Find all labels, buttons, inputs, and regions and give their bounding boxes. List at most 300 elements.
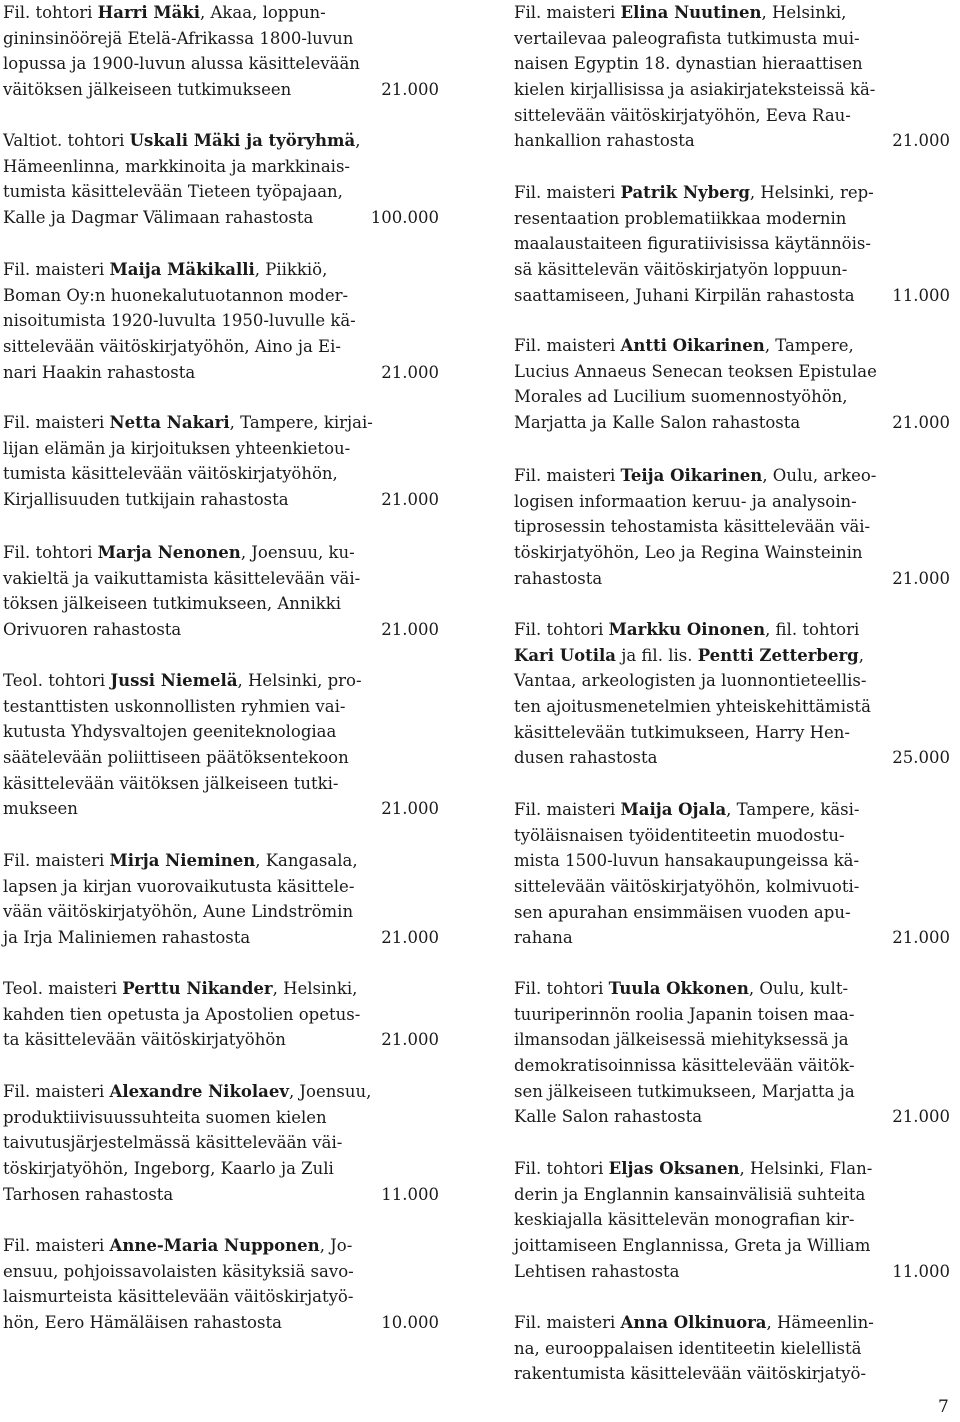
recipient-name: Kari Uotila — [514, 645, 616, 665]
line-text: , Helsinki, rep- — [749, 183, 874, 202]
line-text: vakieltä ja vaikuttamista käsittelevään väi- — [3, 568, 361, 588]
grant-entry — [3, 0, 439, 103]
entry-line — [514, 103, 950, 129]
entry-line — [514, 848, 950, 874]
entry-line — [514, 1361, 950, 1387]
line-text: sen jälkeiseen tutkimukseen, Marjatta ja — [514, 1081, 855, 1101]
entry-line — [3, 1284, 439, 1310]
recipient-name: Anne-Maria Nupponen — [109, 1236, 320, 1255]
line-text: naisen Egyptin 18. dynastian hieraattisen — [514, 54, 863, 74]
line-text: Fil. maisteri — [514, 1313, 621, 1332]
entry-text — [514, 1104, 886, 1130]
line-text: Fil. maisteri — [514, 336, 621, 355]
grant-amount: 11.000 — [381, 1184, 439, 1204]
entry-line — [3, 1130, 439, 1156]
recipient-name: Antti Oikarinen — [620, 336, 765, 355]
entry-text — [514, 410, 886, 436]
entry-line — [514, 797, 950, 823]
grant-entry — [514, 1310, 950, 1387]
line-text: mukseen — [3, 799, 78, 819]
line-text: maalaustaiteen figuratiivisissa käytännöis- — [514, 234, 871, 254]
entry-text — [3, 283, 439, 309]
entry-text — [514, 384, 950, 410]
entry-text — [514, 1259, 886, 1285]
entry-text — [514, 333, 950, 359]
line-text: dusen rahastosta — [514, 748, 658, 768]
recipient-name: Jussi Niemelä — [110, 671, 238, 690]
entry-text — [514, 925, 886, 951]
line-text: säätelevään poliittiseen päätöksentekoon — [3, 748, 349, 768]
recipient-name: Uskali Mäki ja työryhmä — [129, 131, 356, 150]
line-text: logisen informaation keruu- ja analysoin- — [514, 491, 857, 511]
grant-amount: 21.000 — [892, 413, 950, 433]
entry-line — [3, 1105, 439, 1131]
line-text: lopussa ja 1900-luvun alussa käsittelevään — [3, 54, 360, 74]
recipient-name: Tuula Okkonen — [608, 979, 749, 998]
line-text: Lucius Annaeus Senecan teoksen Epistulae — [514, 361, 877, 381]
line-text: Fil. tohtori — [3, 3, 98, 22]
entry-text — [3, 566, 439, 592]
grant-amount: 100.000 — [370, 208, 439, 228]
entry-text — [3, 694, 439, 720]
entry-text — [514, 51, 950, 77]
recipient-name: Patrik Nyberg — [620, 183, 750, 202]
grant-entry — [3, 410, 439, 513]
entry-line — [514, 720, 950, 746]
line-text: , Kangasala, — [255, 851, 358, 870]
line-text: Fil. tohtori — [514, 620, 609, 639]
line-text: kielen kirjallisissa ja asiakirjateksteissä kä- — [514, 80, 876, 100]
entry-line — [3, 179, 439, 205]
line-text: Teol. maisteri — [3, 979, 123, 998]
line-text: , Helsinki, — [761, 3, 847, 22]
entry-line — [514, 1053, 950, 1079]
entry-text — [514, 1156, 950, 1182]
grant-amount: 11.000 — [892, 1261, 950, 1281]
entry-text — [3, 925, 375, 951]
line-text: Kalle ja Dagmar Välimaan rahastosta — [3, 208, 314, 228]
line-text: rahana — [514, 928, 573, 948]
entry-line — [3, 1259, 439, 1285]
recipient-name: Elina Nuutinen — [620, 3, 762, 22]
entry-line — [514, 1310, 950, 1336]
line-text: Valtiot. tohtori — [3, 131, 130, 150]
entry-line — [3, 1233, 439, 1259]
entry-line — [514, 51, 950, 77]
entry-text — [3, 1259, 439, 1285]
entry-text — [3, 334, 439, 360]
line-text: ten ajoitusmenetelmien yhteiskehittämistä — [514, 697, 871, 717]
entry-text — [514, 848, 950, 874]
entry-text — [514, 540, 950, 566]
line-text: , Helsinki, Flan- — [739, 1159, 873, 1178]
recipient-name: Maija Mäkikalli — [109, 260, 255, 279]
entry-text — [514, 489, 950, 515]
entry-text — [514, 128, 886, 154]
line-text: tuuriperinnön roolia Japanin toisen maa- — [514, 1004, 855, 1024]
entry-line — [514, 976, 950, 1002]
grant-amount: 21.000 — [381, 362, 439, 382]
entry-text — [3, 1105, 439, 1131]
grant-amount: 11.000 — [892, 285, 950, 305]
entry-text — [3, 617, 375, 643]
page-number: 7 — [938, 1397, 949, 1417]
entry-line — [514, 1182, 950, 1208]
entry-line — [514, 874, 950, 900]
line-text: , Oulu, arkeo- — [762, 466, 877, 485]
line-text: töksen jälkeiseen tutkimukseen, Annikki — [3, 594, 342, 614]
grant-amount: 21.000 — [892, 928, 950, 948]
line-text: taivutusjärjestelmässä käsittelevään väi- — [3, 1133, 343, 1153]
entry-text — [514, 1002, 950, 1028]
entry-text — [3, 1156, 439, 1182]
entry-line — [514, 410, 950, 436]
line-text: sittelevään väitöskirjatyöhön, Aino ja Ei- — [3, 337, 341, 357]
entry-line — [514, 1207, 950, 1233]
grant-entry — [514, 976, 950, 1130]
line-text: ensuu, pohjoissavolaisten käsityksiä savo- — [3, 1261, 354, 1281]
line-text: lapsen ja kirjan vuorovaikutusta käsittele- — [3, 876, 355, 896]
entry-text — [514, 257, 950, 283]
entry-line — [514, 1002, 950, 1028]
line-text: joittamiseen Englannissa, Greta ja William — [514, 1236, 871, 1256]
entry-line — [3, 796, 439, 822]
line-text: , Hämeenlin- — [766, 1313, 874, 1332]
entry-line — [514, 283, 950, 309]
entry-text — [3, 205, 365, 231]
entry-text — [514, 1079, 950, 1105]
entry-text — [3, 1130, 439, 1156]
entry-line — [3, 591, 439, 617]
line-text: tumista käsittelevään väitöskirjatyöhön, — [3, 464, 338, 484]
line-text: sittelevään väitöskirjatyöhön, kolmivuoti- — [514, 877, 860, 897]
line-text: kahden tien opetusta ja Apostolien opetus- — [3, 1004, 361, 1024]
line-text: gininsinöörejä Etelä-Afrikassa 1800-luvun — [3, 28, 354, 48]
grant-entry — [514, 1156, 950, 1284]
entry-text — [3, 487, 375, 513]
grant-entry — [514, 797, 950, 951]
entry-line — [3, 334, 439, 360]
entry-line — [514, 257, 950, 283]
entry-text — [3, 745, 439, 771]
line-text: Kirjallisuuden tutkijain rahastosta — [3, 490, 289, 510]
entry-line — [3, 26, 439, 52]
line-text: Fil. maisteri — [514, 183, 621, 202]
line-text: , Tampere, — [764, 336, 854, 355]
line-text: , Helsinki, — [272, 979, 358, 998]
entry-text — [3, 540, 439, 566]
line-text: väitöksen jälkeiseen tutkimukseen — [3, 80, 292, 100]
entry-line — [514, 128, 950, 154]
line-text: käsittelevään väitöksen jälkeiseen tutki- — [3, 773, 339, 793]
entry-line — [514, 0, 950, 26]
entry-text — [3, 154, 439, 180]
grant-entry — [3, 848, 439, 951]
entry-text — [3, 874, 439, 900]
line-text: keskiajalla käsittelevän monografian kir- — [514, 1210, 855, 1230]
entry-text — [3, 1284, 439, 1310]
recipient-name: Mirja Nieminen — [109, 851, 256, 870]
entry-line — [3, 360, 439, 386]
line-text: työläisnaisen työidentiteetin muodostu- — [514, 825, 845, 845]
entry-text — [514, 823, 950, 849]
entry-line — [514, 925, 950, 951]
entry-line — [514, 180, 950, 206]
entry-text — [514, 1310, 950, 1336]
line-text: Fil. maisteri — [514, 3, 621, 22]
entry-text — [3, 410, 439, 436]
grant-amount: 25.000 — [892, 748, 950, 768]
entry-text — [514, 643, 950, 669]
line-text: , — [355, 131, 361, 150]
entry-text — [3, 360, 375, 386]
entry-text — [514, 1336, 950, 1362]
entry-line — [3, 1182, 439, 1208]
line-text: saattamiseen, Juhani Kirpilän rahastosta — [514, 285, 855, 305]
entry-text — [3, 461, 439, 487]
entry-text — [514, 1361, 950, 1387]
entry-line — [514, 1233, 950, 1259]
entry-text — [3, 1027, 375, 1053]
entry-text — [514, 1182, 950, 1208]
entry-line — [3, 487, 439, 513]
entry-line — [3, 745, 439, 771]
entry-text — [514, 976, 950, 1002]
entry-line — [3, 1156, 439, 1182]
entry-line — [3, 848, 439, 874]
entry-line — [3, 540, 439, 566]
line-text: , Oulu, kult- — [748, 979, 849, 998]
entry-text — [3, 0, 439, 26]
entry-text — [514, 359, 950, 385]
line-text: rakentumista käsittelevään väitöskirjatyö- — [514, 1364, 867, 1384]
entry-line — [514, 1336, 950, 1362]
line-text: hankallion rahastosta — [514, 131, 695, 151]
entry-text — [3, 26, 439, 52]
entry-text — [514, 103, 950, 129]
entry-line — [3, 308, 439, 334]
line-text: Marjatta ja Kalle Salon rahastosta — [514, 413, 801, 433]
line-text: na, eurooppalaisen identiteetin kielellistä — [514, 1338, 862, 1358]
line-text: Lehtisen rahastosta — [514, 1261, 680, 1281]
line-text: resentaation problematiikkaa modernin — [514, 208, 847, 228]
entry-line — [514, 745, 950, 771]
entry-text — [3, 771, 439, 797]
entry-text — [514, 900, 950, 926]
line-text: testanttisten uskonnollisten ryhmien vai- — [3, 696, 346, 716]
line-text: sittelevään väitöskirjatyöhön, Eeva Rau- — [514, 105, 851, 125]
entry-line — [3, 154, 439, 180]
line-text: derin ja Englannin kansainvälisiä suhteita — [514, 1184, 866, 1204]
entry-text — [3, 668, 439, 694]
entry-text — [3, 179, 439, 205]
grant-amount: 21.000 — [892, 131, 950, 151]
entry-line — [514, 206, 950, 232]
entry-line — [3, 719, 439, 745]
entry-line — [514, 694, 950, 720]
entry-text — [514, 0, 950, 26]
line-text: Teol. tohtori — [3, 671, 111, 690]
entry-text — [514, 26, 950, 52]
entry-text — [3, 257, 439, 283]
entry-line — [514, 26, 950, 52]
entry-line — [514, 231, 950, 257]
grant-entry — [514, 617, 950, 771]
grant-entry — [514, 180, 950, 308]
entry-text — [3, 436, 439, 462]
line-text: , Jo- — [319, 1236, 353, 1255]
entry-text — [514, 1233, 950, 1259]
entry-text — [514, 231, 950, 257]
entry-line — [3, 566, 439, 592]
line-text: Fil. tohtori — [514, 979, 609, 998]
entry-text — [514, 566, 886, 592]
line-text: demokratisoinnissa käsittelevään väitök- — [514, 1056, 855, 1076]
line-text: , — [858, 645, 864, 665]
line-text: töskirjatyöhön, Leo ja Regina Wainsteinin — [514, 543, 863, 563]
entry-line — [3, 205, 439, 231]
line-text: ta käsittelevään väitöskirjatyöhön — [3, 1030, 286, 1050]
recipient-name: Alexandre Nikolaev — [109, 1082, 289, 1101]
entry-line — [3, 771, 439, 797]
recipient-name: Pentti Zetterberg — [697, 645, 859, 665]
entry-line — [514, 643, 950, 669]
grant-amount: 21.000 — [381, 799, 439, 819]
grant-amount: 21.000 — [892, 1107, 950, 1127]
grant-entry — [3, 668, 439, 822]
grant-entry — [3, 1079, 439, 1207]
line-text: , fil. tohtori — [765, 620, 860, 639]
recipient-name: Perttu Nikander — [122, 979, 273, 998]
entry-line — [3, 899, 439, 925]
line-text: Morales ad Lucilium suomennostyöhön, — [514, 387, 848, 407]
entry-text — [514, 77, 950, 103]
grant-entry — [3, 976, 439, 1053]
line-text: sä käsittelevän väitöskirjatyön loppuun- — [514, 260, 848, 280]
line-text: hön, Eero Hämäläisen rahastosta — [3, 1313, 282, 1333]
line-text: tiprosessin tehostamista käsittelevään väi- — [514, 517, 871, 537]
entry-line — [3, 436, 439, 462]
entry-line — [514, 823, 950, 849]
entry-line — [3, 128, 439, 154]
grant-entry — [3, 1233, 439, 1336]
line-text: Fil. maisteri — [3, 413, 110, 432]
entry-line — [514, 566, 950, 592]
line-text: vertailevaa paleografista tutkimusta mui- — [514, 28, 860, 48]
entry-text — [514, 694, 950, 720]
line-text: Vantaa, arkeologisten ja luonnontieteellis- — [514, 671, 867, 691]
entry-line — [514, 359, 950, 385]
entry-text — [514, 1027, 950, 1053]
recipient-name: Marja Nenonen — [97, 543, 241, 562]
entry-line — [3, 874, 439, 900]
entry-text — [514, 745, 886, 771]
line-text: Boman Oy:n huonekalutuotannon moder- — [3, 285, 349, 305]
entry-text — [3, 308, 439, 334]
entry-text — [514, 1207, 950, 1233]
entry-text — [514, 1053, 950, 1079]
entry-line — [3, 976, 439, 1002]
entry-line — [514, 384, 950, 410]
line-text: nari Haakin rahastosta — [3, 362, 196, 382]
line-text: rahastosta — [514, 568, 603, 588]
entry-line — [3, 1027, 439, 1053]
entry-line — [514, 1079, 950, 1105]
line-text: käsittelevään tutkimukseen, Harry Hen- — [514, 722, 850, 742]
entry-text — [3, 1233, 439, 1259]
grant-amount: 21.000 — [381, 490, 439, 510]
entry-text — [3, 976, 439, 1002]
entry-text — [514, 180, 950, 206]
entry-line — [3, 283, 439, 309]
line-text: Fil. maisteri — [3, 260, 110, 279]
entry-text — [3, 848, 439, 874]
line-text: produktiivisuussuhteita suomen kielen — [3, 1107, 327, 1127]
entry-line — [3, 1002, 439, 1028]
line-text: lijan elämän ja kirjoituksen yhteenkietou- — [3, 438, 351, 458]
line-text: kutusta Yhdysvaltojen geeniteknologiaa — [3, 722, 337, 742]
grant-entry — [3, 257, 439, 385]
entry-line — [514, 77, 950, 103]
entry-line — [514, 514, 950, 540]
entry-line — [514, 1156, 950, 1182]
recipient-name: Harri Mäki — [97, 3, 201, 22]
entry-text — [3, 128, 439, 154]
line-text: Orivuoren rahastosta — [3, 620, 182, 640]
entry-line — [514, 900, 950, 926]
line-text: , Piikkiö, — [254, 260, 328, 279]
line-text: Fil. maisteri — [514, 800, 621, 819]
entry-text — [514, 797, 950, 823]
entry-line — [3, 694, 439, 720]
entry-text — [3, 1310, 375, 1336]
entry-text — [3, 719, 439, 745]
grant-amount: 21.000 — [381, 928, 439, 948]
recipient-name: Teija Oikarinen — [620, 466, 763, 485]
line-text: vään väitöskirjatyöhön, Aune Lindströmin — [3, 902, 354, 922]
entry-text — [514, 617, 950, 643]
line-text: Fil. maisteri — [514, 466, 621, 485]
entry-text — [3, 77, 375, 103]
entry-text — [514, 874, 950, 900]
entry-line — [3, 461, 439, 487]
entry-text — [3, 1182, 375, 1208]
line-text: Tarhosen rahastosta — [3, 1184, 174, 1204]
line-text: Fil. tohtori — [3, 543, 98, 562]
entry-text — [3, 591, 439, 617]
entry-line — [3, 1079, 439, 1105]
line-text: , Akaa, loppun- — [200, 3, 326, 22]
recipient-name: Anna Olkinuora — [620, 1313, 767, 1332]
line-text: , Tampere, kirjai- — [229, 413, 373, 432]
entry-line — [3, 617, 439, 643]
entry-line — [514, 1259, 950, 1285]
entry-line — [514, 540, 950, 566]
recipient-name: Netta Nakari — [109, 413, 230, 432]
grant-entry — [514, 0, 950, 154]
line-text: Fil. maisteri — [3, 1082, 110, 1101]
line-text: mista 1500-luvun hansakaupungeissa kä- — [514, 851, 860, 871]
line-text: ja Irja Maliniemen rahastosta — [3, 928, 251, 948]
grant-amount: 21.000 — [381, 80, 439, 100]
entry-line — [514, 463, 950, 489]
entry-text — [514, 283, 886, 309]
entry-line — [3, 51, 439, 77]
line-text: laismurteista käsittelevään väitöskirjatyö- — [3, 1287, 354, 1307]
line-text: Kalle Salon rahastosta — [514, 1107, 703, 1127]
entry-text — [514, 206, 950, 232]
line-text: Hämeenlinna, markkinoita ja markkinais- — [3, 156, 350, 176]
